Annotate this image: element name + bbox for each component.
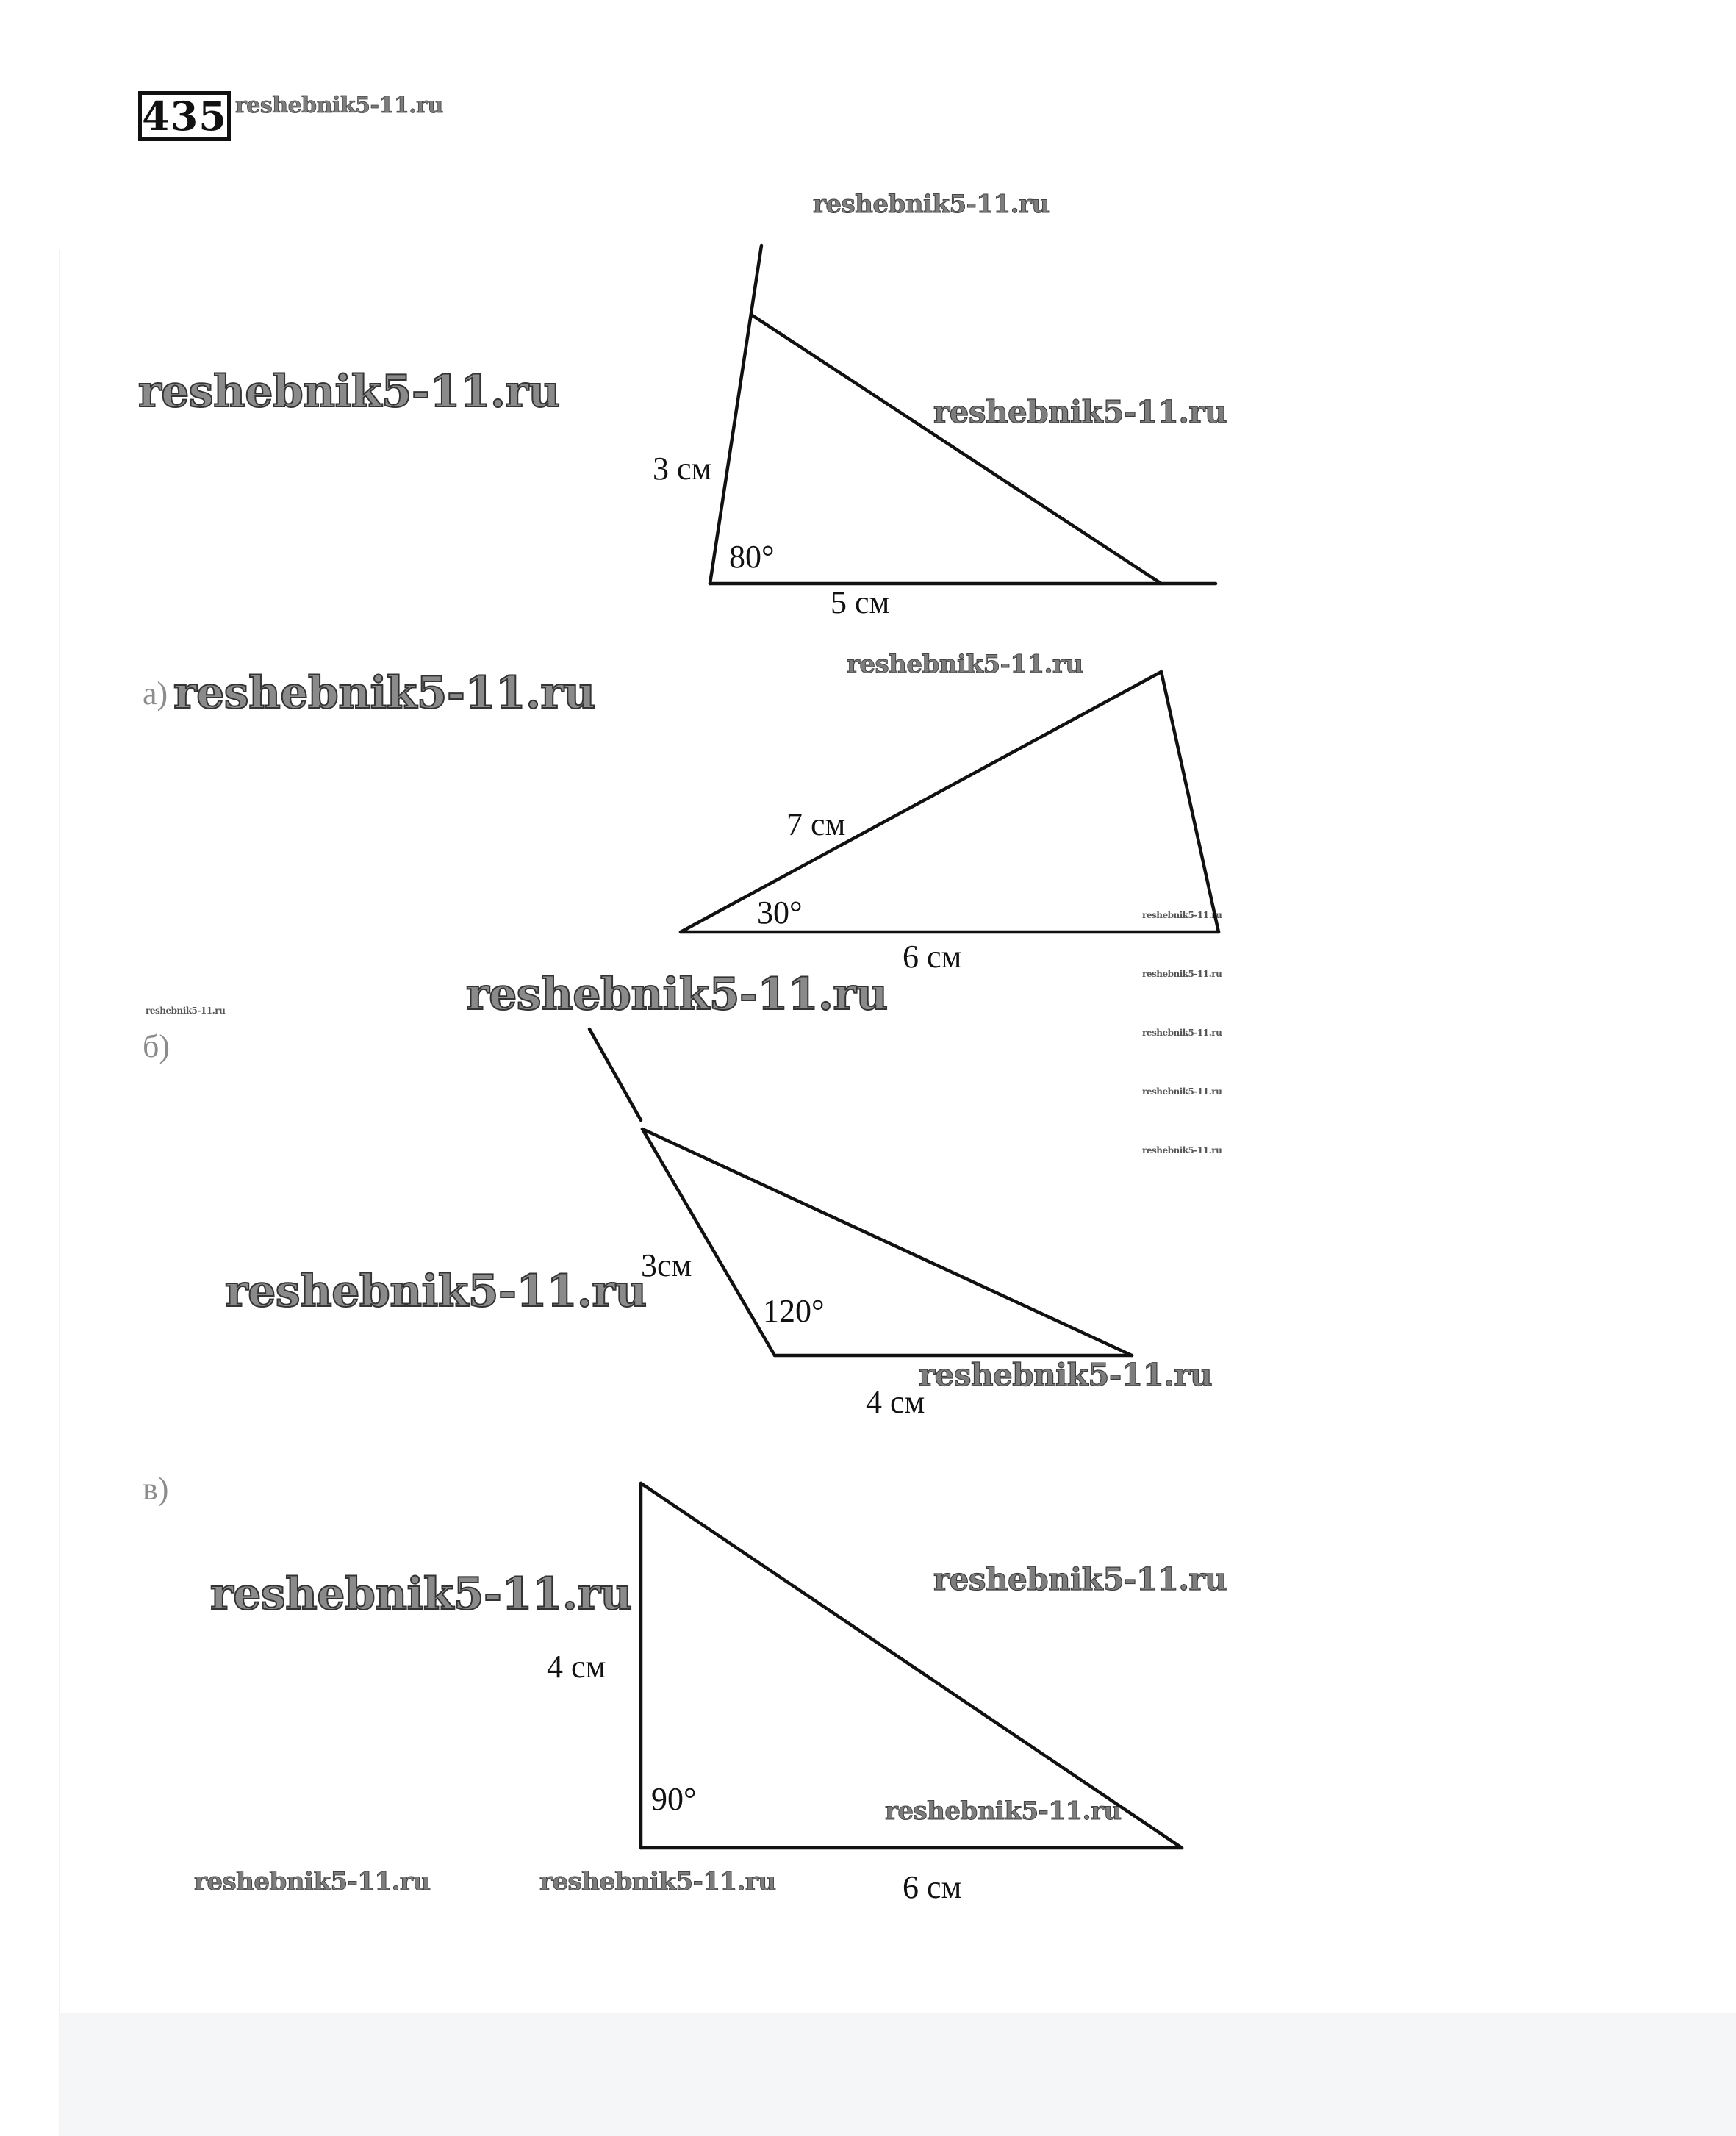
part-label-a: а) bbox=[143, 675, 168, 712]
problem-number: 435 bbox=[138, 91, 231, 141]
watermark: reshebnik5-11.ru bbox=[138, 366, 560, 417]
triangle-c-base-label: 6 см bbox=[903, 1869, 962, 1905]
triangle-b-third-side bbox=[642, 1129, 1132, 1355]
watermark: reshebnik5-11.ru bbox=[539, 1867, 776, 1896]
part-label-b: б) bbox=[143, 1028, 171, 1064]
triangle-b bbox=[589, 1029, 1132, 1355]
watermark: reshebnik5-11.ru bbox=[235, 93, 443, 118]
triangle-c-angle-label: 90° bbox=[651, 1781, 697, 1817]
watermark: reshebnik5-11.ru bbox=[885, 1796, 1122, 1826]
watermark: reshebnik5-11.ru bbox=[1142, 969, 1222, 979]
watermark: reshebnik5-11.ru bbox=[933, 394, 1227, 430]
watermark: reshebnik5-11.ru bbox=[1142, 1086, 1222, 1097]
triangle-c bbox=[641, 1483, 1182, 1848]
triangle-c-hypotenuse bbox=[641, 1483, 1182, 1848]
watermark: reshebnik5-11.ru bbox=[173, 667, 595, 719]
triangle-top-side-label: 3 см bbox=[653, 451, 712, 487]
triangle-a-base-label: 6 см bbox=[903, 939, 962, 975]
triangle-top bbox=[710, 246, 1216, 584]
watermark: reshebnik5-11.ru bbox=[225, 1266, 647, 1317]
watermark: reshebnik5-11.ru bbox=[1142, 1028, 1222, 1038]
watermark: reshebnik5-11.ru bbox=[1142, 910, 1222, 920]
triangle-a-side-label: 7 см bbox=[786, 806, 846, 842]
watermark: reshebnik5-11.ru bbox=[847, 650, 1083, 679]
triangle-b-side bbox=[642, 1129, 775, 1355]
watermark: reshebnik5-11.ru bbox=[933, 1561, 1227, 1597]
watermark: reshebnik5-11.ru bbox=[813, 190, 1050, 219]
watermark: reshebnik5-11.ru bbox=[919, 1357, 1213, 1393]
part-label-c: в) bbox=[143, 1471, 169, 1507]
triangle-a-angle-label: 30° bbox=[757, 895, 803, 931]
watermark: reshebnik5-11.ru bbox=[466, 969, 888, 1020]
triangle-b-side-label: 3см bbox=[641, 1247, 692, 1283]
triangle-c-side-label: 4 см bbox=[547, 1649, 606, 1685]
triangle-b-base-label: 4 см bbox=[866, 1384, 925, 1420]
triangle-a-side bbox=[681, 672, 1161, 932]
triangle-b-extension bbox=[589, 1029, 641, 1120]
triangle-top-angle-label: 80° bbox=[729, 539, 775, 575]
watermark: reshebnik5-11.ru bbox=[194, 1867, 431, 1896]
watermark: reshebnik5-11.ru bbox=[146, 1006, 226, 1016]
triangle-a bbox=[681, 672, 1219, 932]
watermark: reshebnik5-11.ru bbox=[210, 1569, 632, 1620]
triangle-b-angle-label: 120° bbox=[763, 1293, 825, 1329]
triangle-top-base-label: 5 см bbox=[831, 584, 890, 620]
triangle-top-side bbox=[710, 246, 761, 584]
triangle-a-third-side bbox=[1161, 672, 1219, 932]
triangle-top-third-side bbox=[751, 315, 1161, 584]
watermark: reshebnik5-11.ru bbox=[1142, 1145, 1222, 1155]
